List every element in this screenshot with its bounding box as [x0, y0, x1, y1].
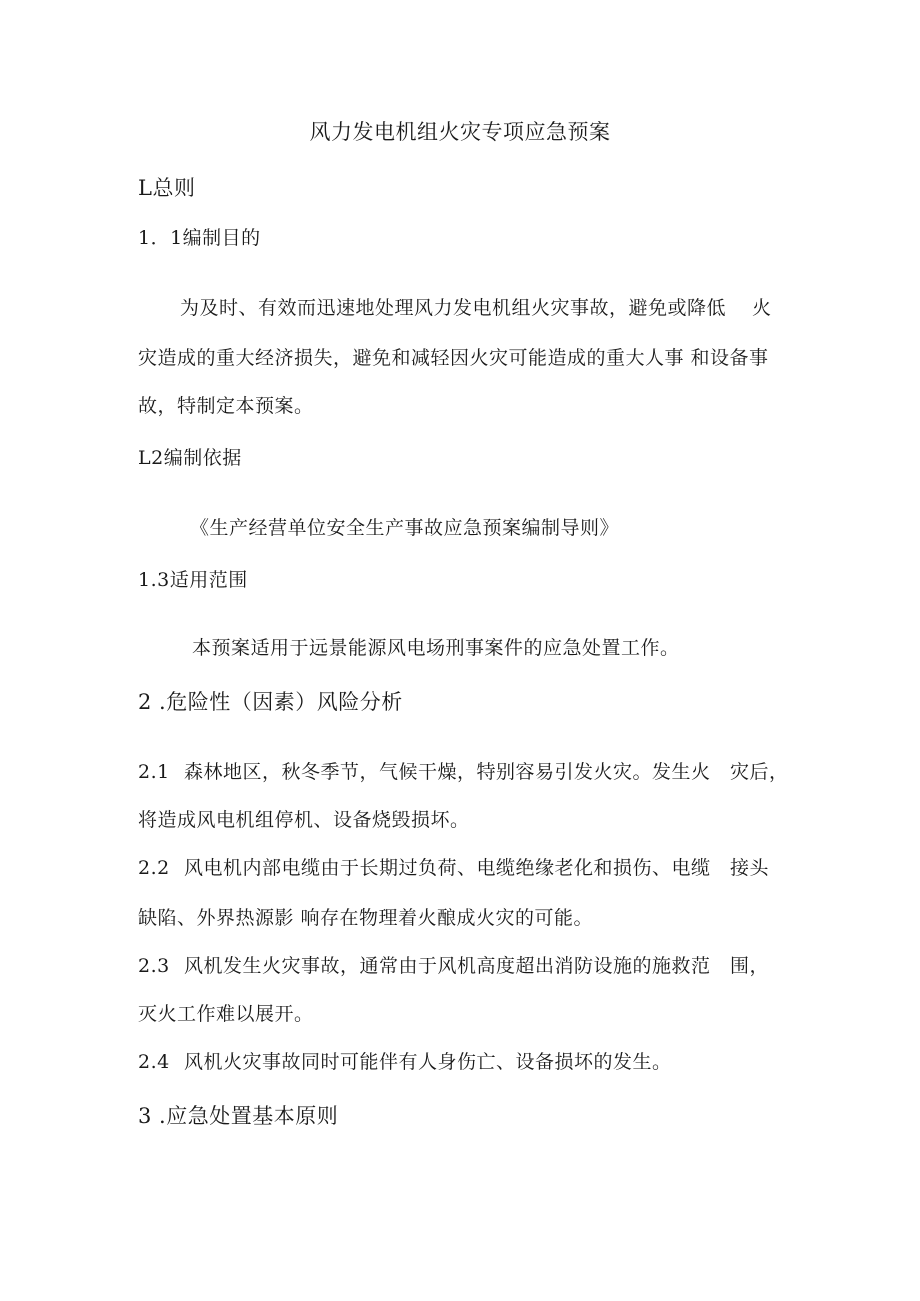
- risk-item-text: 森林地区，秋冬季节，气候干燥，特别容易引发火灾。发生火 灾后，: [184, 761, 789, 783]
- section-1-2-text: 《生产经营单位安全生产事故应急预案编制导则》: [190, 517, 620, 539]
- risk-item-2-2: [138, 856, 769, 880]
- risk-item-text: 风机火灾事故同时可能伴有人身伤亡、设备损坏的发生。: [184, 1051, 672, 1073]
- risk-item-2-3: [138, 954, 769, 978]
- section-1-2-heading: L2编制依据: [138, 447, 242, 469]
- section-1-1-line-3: 故，特制定本预案。: [138, 395, 314, 417]
- risk-item-2-3-continuation: 灭火工作难以展开。: [138, 1003, 314, 1025]
- section-3-heading: 3 .应急处置基本原则: [138, 1104, 339, 1128]
- risk-item-2-4: [138, 1050, 672, 1074]
- section-1-3-heading: 1.3适用范围: [138, 569, 248, 591]
- section-1-heading: L总则: [138, 176, 196, 200]
- section-1-1-line-2: 灾造成的重大经济损失，避免和减轻因火灾可能造成的重大人事 和设备事: [138, 347, 769, 369]
- document-title: 风力发电机组火灾专项应急预案: [309, 120, 611, 144]
- risk-item-number: 2.1: [138, 761, 170, 783]
- risk-item-number: 2.4: [138, 1051, 170, 1073]
- risk-item-number: 2.2: [138, 857, 170, 879]
- risk-item-2-1-continuation: 将造成风电机组停机、设备烧毁损坏。: [138, 809, 470, 831]
- section-1-1-line-1: 为及时、有效而迅速地处理风力发电机组火灾事故，避免或降低 火: [180, 297, 772, 319]
- section-2-heading: 2 .危险性（因素）风险分析: [138, 690, 403, 714]
- section-1-1-heading: 1．1编制目的: [138, 227, 261, 249]
- section-1-3-text: 本预案适用于远景能源风电场刑事案件的应急处置工作。: [192, 637, 680, 659]
- risk-item-number: 2.3: [138, 955, 170, 977]
- risk-item-2-1: [138, 760, 789, 784]
- risk-item-2-2-continuation: 缺陷、外界热源影 响存在物理着火酿成火灾的可能。: [138, 907, 594, 929]
- risk-item-text: 风电机内部电缆由于长期过负荷、电缆绝缘老化和损伤、电缆 接头: [184, 857, 770, 879]
- risk-item-text: 风机发生火灾事故，通常由于风机高度超出消防设施的施救范 围，: [184, 955, 770, 977]
